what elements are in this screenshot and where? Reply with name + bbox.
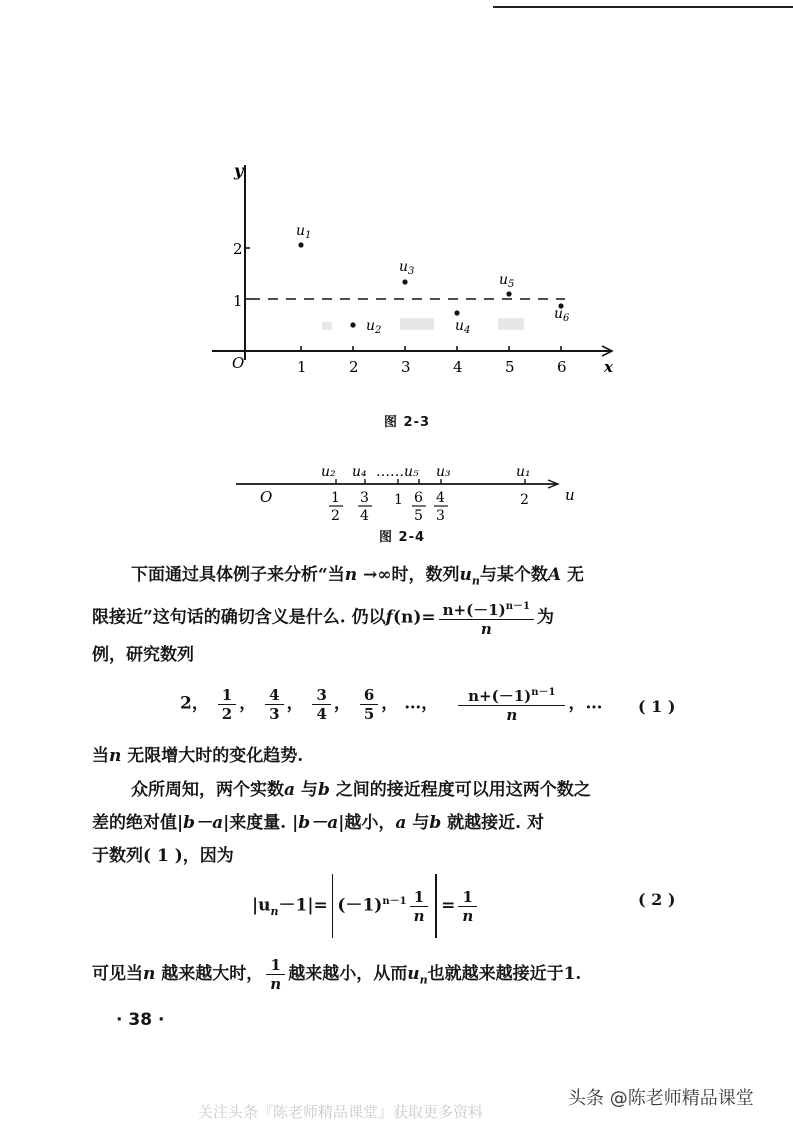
point-u2 (350, 322, 355, 327)
x-tick-label-2: 2 (349, 358, 359, 376)
figure-2-3-caption: 图 2-3 (384, 415, 431, 430)
paragraph-line-6: 差的绝对值|b－a|来度量. |b－a|越小，a 与b 就越接近. 对 (92, 813, 544, 833)
svg-text:3: 3 (360, 490, 369, 506)
point-label-u5: $u_5$ (499, 272, 515, 290)
x-tick-label-6: 6 (557, 358, 567, 376)
x-tick-label-1: 1 (297, 358, 307, 376)
point-label-u6: $u_6$ (554, 306, 570, 324)
top-label-u4: u₄ (352, 464, 367, 480)
number-line-origin: O (260, 488, 273, 506)
point-label-u1: $u_1$ (296, 223, 312, 241)
svg-text:1: 1 (394, 492, 403, 508)
number-line-fractions (329, 490, 529, 524)
x-tick-label-5: 5 (505, 358, 515, 376)
point-u3 (402, 279, 407, 284)
svg-text:4: 4 (436, 490, 445, 506)
fraction-fn: $\frac{n+(-1)^{n-1}}{n}$ (439, 598, 534, 638)
x-tick-label-3: 3 (401, 358, 411, 376)
point-label-u2: $u_2$ (366, 318, 382, 336)
top-label-u5: ……u₅ (376, 464, 419, 480)
point-label-u4: $u_4$ (455, 318, 471, 336)
paragraph-line-3: 例，研究数列 (92, 645, 194, 665)
svg-text:2: 2 (520, 492, 529, 508)
equation-2-number: ( 2 ) (638, 890, 676, 909)
equation-2: $|u_n-1|= (-1)^{n-1}$ $\frac{1}{n}$ = $\frac{1}{n}$ (252, 870, 480, 944)
y-tick-label-1: 1 (233, 292, 243, 310)
paragraph-line-4: 当n 无限增大时的变化趋势. (92, 746, 304, 766)
equation-1-number: ( 1 ) (638, 697, 676, 716)
paragraph-line-1: 下面通过具体例子来分析“当n →∞时，数列$u_n$与某个数A 无 (131, 565, 584, 588)
equation-1-sequence: 2， $\frac{1}{2}$ ， $\frac{4}{3}$ ， $\frac{3}{4}$ ， $\frac{6}{5}$ ， …， $\frac{n+(-1)^{n-1}}{n}$ ，… (180, 685, 603, 724)
figure-2-4-caption: 图 2-4 (379, 530, 426, 545)
y-axis-label: y (234, 161, 244, 180)
point-label-u3: $u_3$ (399, 259, 415, 277)
svg-text:2: 2 (331, 508, 340, 524)
y-tick-label-2: 2 (233, 240, 243, 258)
watermark-right: 头条 @陈老师精品课堂 (568, 1088, 754, 1109)
paragraph-line-7: 于数列( 1 )，因为 (92, 846, 234, 866)
svg-text:3: 3 (436, 508, 445, 524)
top-label-u3: u₃ (436, 464, 451, 480)
number-line-label: u (565, 486, 575, 504)
svg-text:4: 4 (360, 508, 369, 524)
svg-text:1: 1 (331, 490, 340, 506)
point-u4 (454, 310, 459, 315)
page-number: · 38 · (116, 1010, 165, 1030)
top-label-u2: u₂ (321, 464, 336, 480)
origin-label: O (232, 354, 245, 372)
x-tick-label-4: 4 (453, 358, 463, 376)
svg-text:5: 5 (414, 508, 423, 524)
top-label-u1: u₁ (516, 464, 531, 480)
paragraph-line-2: 限接近”这句话的确切含义是什么. 仍以f(n)= $\frac{n+(-1)^{n-1}}{n}$ 为 (92, 598, 554, 638)
paragraph-line-5: 众所周知，两个实数a 与b 之间的接近程度可以用这两个数之 (131, 780, 591, 800)
x-axis-label: x (604, 358, 613, 376)
svg-text:6: 6 (414, 490, 423, 506)
point-u5 (506, 291, 511, 296)
figure-2-3 (0, 0, 793, 480)
point-u1 (298, 242, 303, 247)
watermark-bottom: 关注头条『陈老师精品课堂』获取更多资料 (198, 1103, 484, 1121)
paragraph-line-8: 可见当n 越来越大时， $\frac{1}{n}$ 越来越小，从而$u_n$也就越来越接近于1. (92, 956, 582, 993)
